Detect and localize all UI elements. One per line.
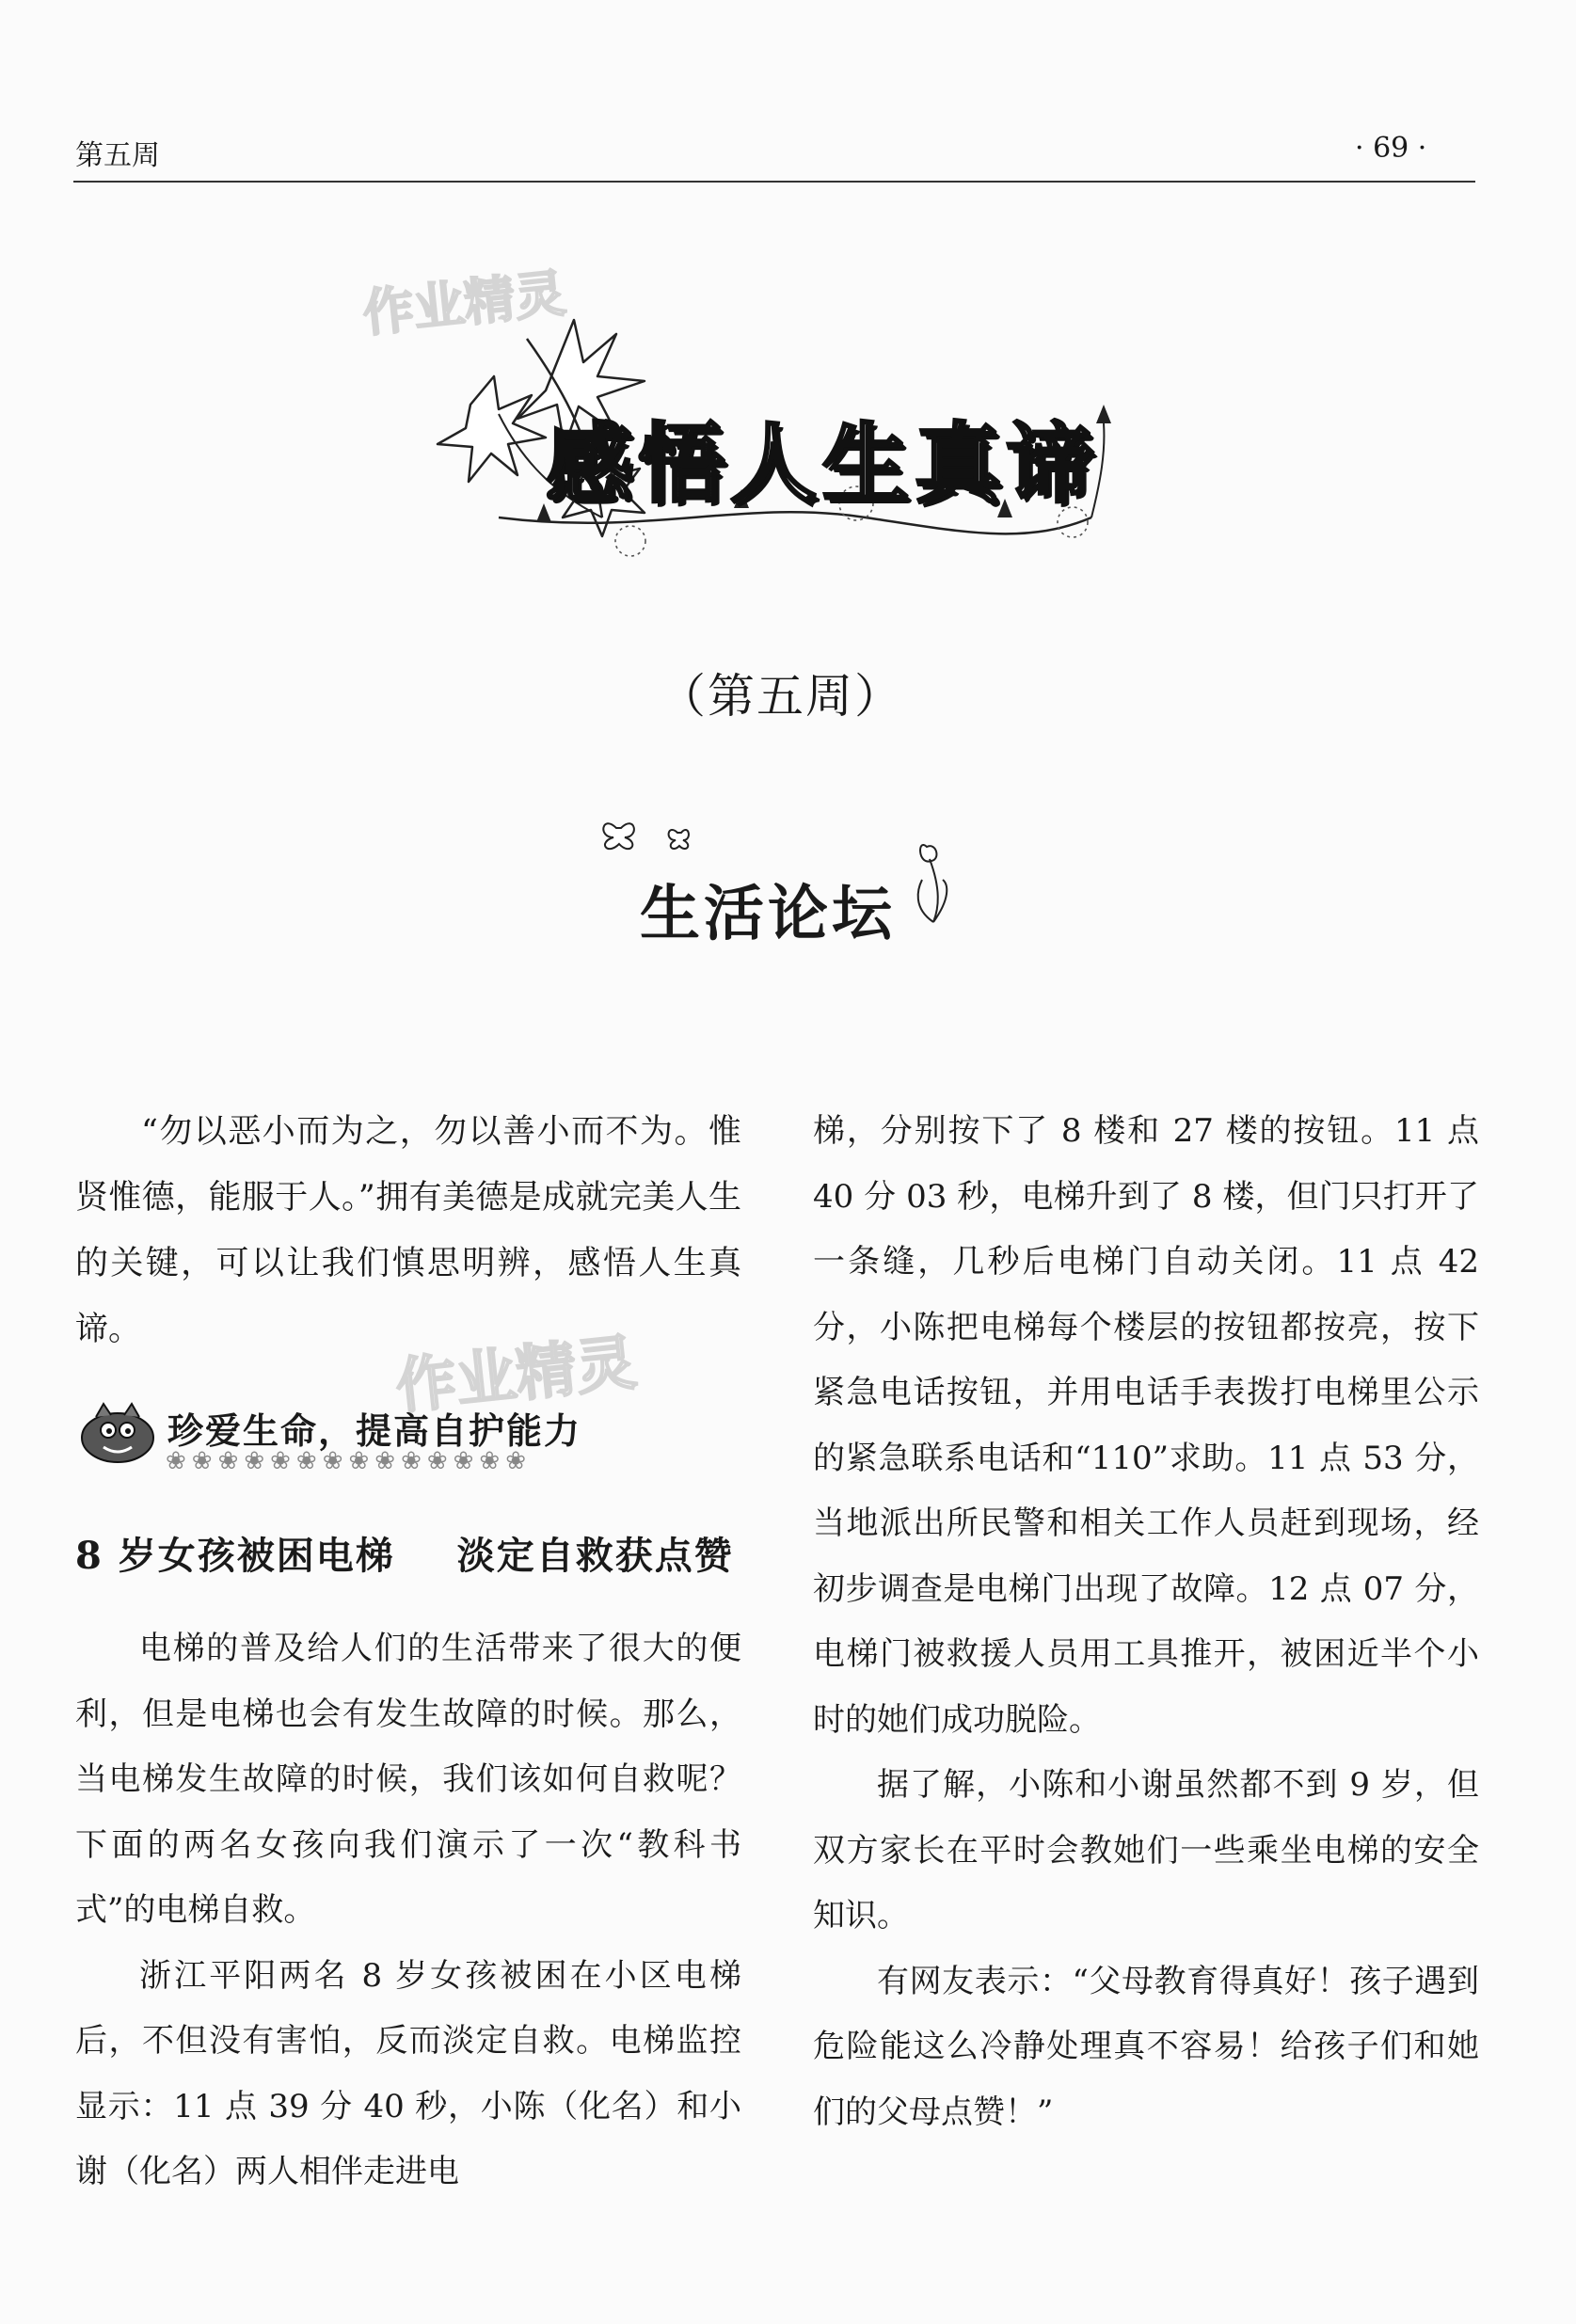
article-paragraph: 电梯的普及给人们的生活带来了很大的便利，但是电梯也会有发生故障的时候。那么，当电梯发生故障的时候，我们该如何自救呢？下面的两名女孩向我们演示了一次“教科书式”的电梯自救。 [75,1630,741,1929]
article-title-part1: 8 岁女孩被困电梯 [75,1534,395,1578]
header-rule [73,181,1475,183]
intro-paragraph: “勿以恶小而为之，勿以善小而不为。惟贤惟德，能服于人。”拥有美德是成就完美人生的关键，可以让我们慎思明辨，感悟人生真谛。 [75,1113,741,1348]
section-title: 生活论坛 [640,880,896,949]
subsection-heading: 珍爱生命，提高自护能力 [167,1410,582,1452]
subsection-decoration: ❀❀❀❀❀❀❀❀❀❀❀❀❀❀ [166,1447,532,1475]
article-right-column [813,1099,1479,2145]
article-title-part2: 淡定自救获点赞 [456,1534,734,1578]
article-paragraph: 据了解，小陈和小谢虽然都不到 9 岁，但双方家长在平时会教她们一些乘坐电梯的安全知识。 [813,1766,1479,1934]
week-label: （第五周） [659,669,903,724]
running-title: 第五周 [75,139,160,172]
article-paragraph: 浙江平阳两名 8 岁女孩被困在小区电梯后，不但没有害怕，反而淡定自救。电梯监控显示：11 点 39 分 40 秒，小陈（化名）和小谢（化名）两人相伴走进电 [75,1956,741,2190]
article-title [75,1526,734,1580]
intro-paragraph-block [75,1099,741,1362]
banner-title: 感悟人生真谛 [546,414,1100,515]
watermark-logo: 作业精灵 [359,263,569,344]
mascot-icon [75,1391,160,1466]
page-number: · 69 · [1355,132,1427,165]
article-paragraph: 有网友表示：“父母教育得真好！孩子遇到危险能这么冷静处理真不容易！给孩子们和她们的父母点赞！” [813,1962,1479,2131]
watermark-logo-2: 作业精灵 [392,1328,640,1424]
article-paragraph: 梯，分别按下了 8 楼和 27 楼的按钮。11 点 40 分 03 秒，电梯升到了 8 楼，但门只打开了一条缝，几秒后电梯门自动关闭。11 点 42 分，小陈把电梯每个楼层的按钮都按亮，按下紧急电话按钮，并用电话手表拨打电梯里公示的紧急联系电话和“110”求助。11 点 53 分，当地派出所民警和相关工作人员赶到现场，经初步调查是电梯门出现了故障。12 点 07 分，电梯门被救援人员用工具推开，被困近半个小时的她们成功脱险。 [813,1112,1479,1739]
article-left-column [75,1616,741,2205]
